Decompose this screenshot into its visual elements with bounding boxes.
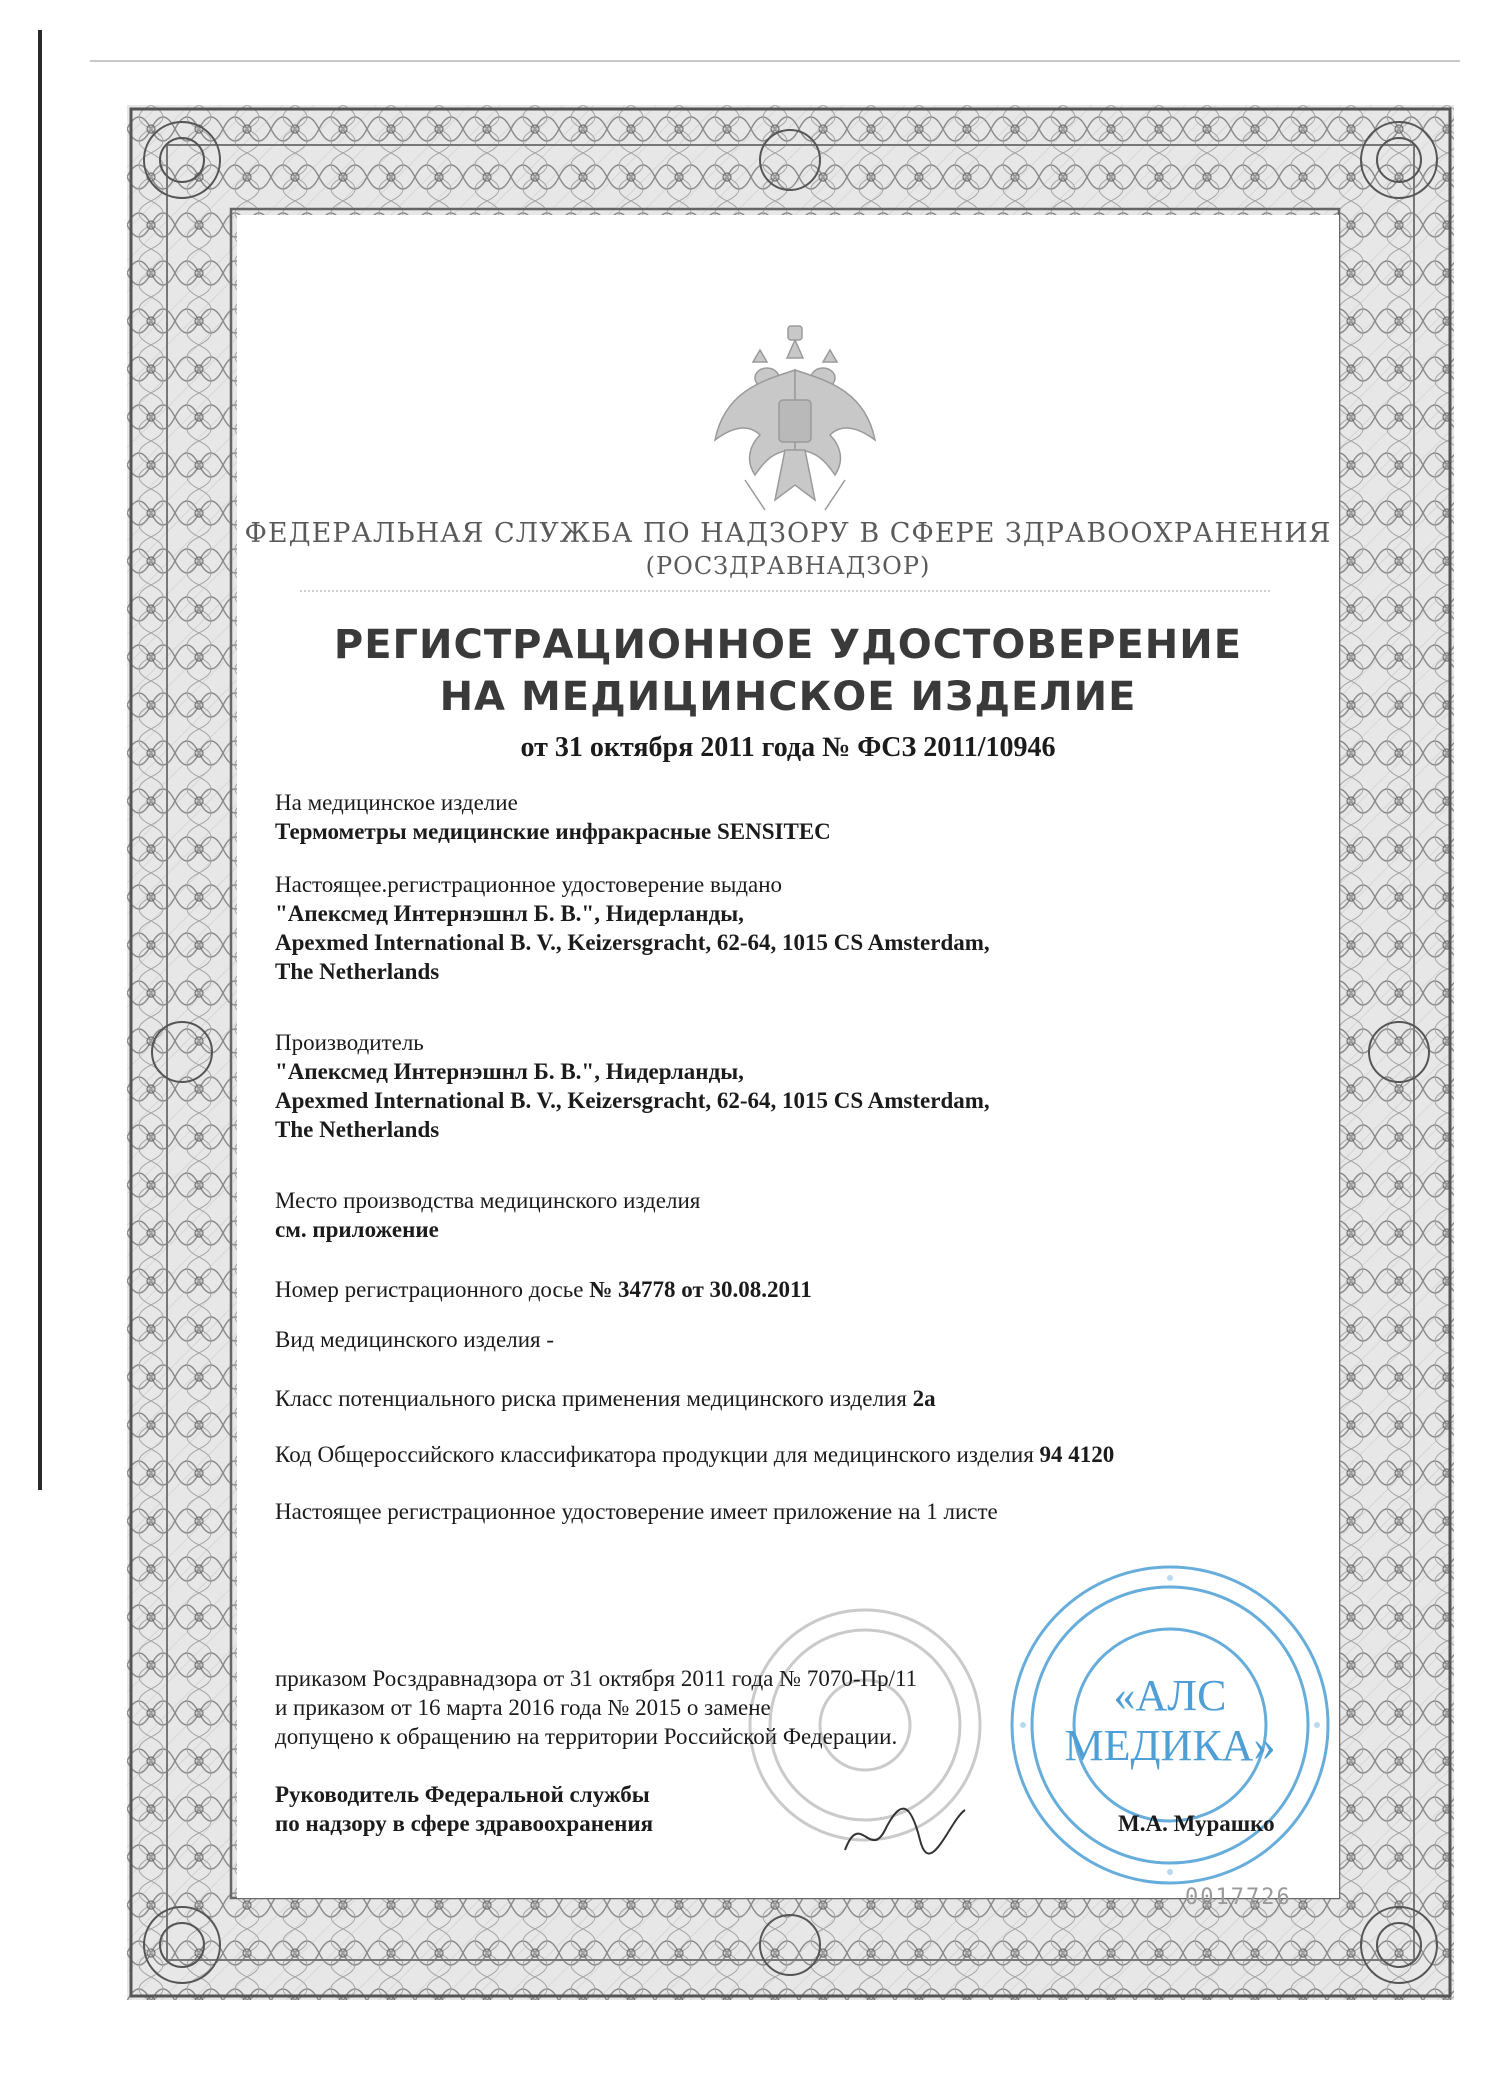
risk-class-section (275, 1384, 1335, 1413)
okp-code-label: Код Общероссийского классификатора продукции для медицинского изделия (275, 1442, 1034, 1467)
order-section (275, 1664, 1275, 1751)
registration-dateline: от 31 октября 2011 года № ФСЗ 2011/10946 (520, 732, 1056, 763)
manufacturer-label: Производитель (275, 1030, 424, 1055)
issued-to-line: "Апексмед Интернэшнл Б. В.", Нидерланды, (275, 901, 744, 926)
appendix-note: Настоящее регистрационное удостоверение имеет приложение на 1 листе (275, 1499, 998, 1524)
device-value: Термометры медицинские инфракрасные SENSITEC (275, 819, 831, 844)
issued-to-section (275, 870, 1335, 986)
okp-code-value: 94 4120 (1039, 1442, 1115, 1467)
agency-name: ФЕДЕРАЛЬНАЯ СЛУЖБА ПО НАДЗОРУ В СФЕРЕ ЗДРАВООХРАНЕНИЯ (244, 518, 1332, 549)
issued-to-label: Настоящее.регистрационное удостоверение выдано (275, 872, 782, 897)
order-line: допущено к обращению на территории Российской Федерации. (275, 1724, 898, 1749)
issued-to-line: Apexmed International B. V., Keizersgracht, 62-64, 1015 CS Amsterdam, (275, 930, 990, 955)
manufacturer-line: "Апексмед Интернэшнл Б. В.", Нидерланды, (275, 1059, 744, 1084)
device-type-label: Вид медицинского изделия - (275, 1327, 554, 1352)
order-line: и приказом от 16 марта 2016 года № 2015 о замене (275, 1695, 771, 1720)
production-site-value: см. приложение (275, 1217, 439, 1242)
manufacturer-line: The Netherlands (275, 1117, 440, 1142)
stamp-text-line1: «АЛС (1113, 1671, 1227, 1720)
agency-abbreviation: (РОСЗДРАВНАДЗОР) (645, 552, 931, 580)
signatory-position: Руководитель Федеральной службы (275, 1782, 650, 1807)
dossier-label: Номер регистрационного досье (275, 1277, 584, 1302)
document-title: РЕГИСТРАЦИОННОЕ УДОСТОВЕРЕНИЕ (333, 622, 1243, 668)
risk-class-label: Класс потенциального риска применения медицинского изделия (275, 1386, 907, 1411)
double-headed-eagle-emblem-icon (705, 300, 885, 530)
document-subtitle: НА МЕДИЦИНСКОЕ ИЗДЕЛИЕ (439, 674, 1137, 720)
manufacturer-section (275, 1028, 1335, 1144)
divider (300, 590, 1270, 592)
production-site-section (275, 1186, 1335, 1244)
stamp-text-line2: МЕДИКА» (1064, 1721, 1276, 1770)
issued-to-line: The Netherlands (275, 959, 440, 984)
manufacturer-line: Apexmed International B. V., Keizersgracht, 62-64, 1015 CS Amsterdam, (275, 1088, 990, 1113)
signatory-position: по надзору в сфере здравоохранения (275, 1811, 654, 1836)
scan-artifact-left (38, 30, 42, 1490)
device-section (275, 788, 1335, 846)
order-line: приказом Росздравнадзора от 31 октября 2011 года № 7070-Пр/11 (275, 1666, 918, 1691)
device-type-section (275, 1325, 1335, 1354)
scan-artifact-top (90, 60, 1460, 62)
dossier-value: № 34778 от 30.08.2011 (589, 1277, 812, 1302)
risk-class-value: 2а (912, 1386, 936, 1411)
handwritten-signature-icon (840, 1790, 970, 1870)
okp-code-section (275, 1440, 1345, 1469)
production-site-label: Место производства медицинского изделия (275, 1188, 701, 1213)
serial-number: 0017726 (1185, 1885, 1292, 1910)
dossier-section (275, 1275, 1335, 1304)
signatory-name: М.А. Мурашко (1118, 1811, 1275, 1836)
device-label: На медицинское изделие (275, 790, 518, 815)
